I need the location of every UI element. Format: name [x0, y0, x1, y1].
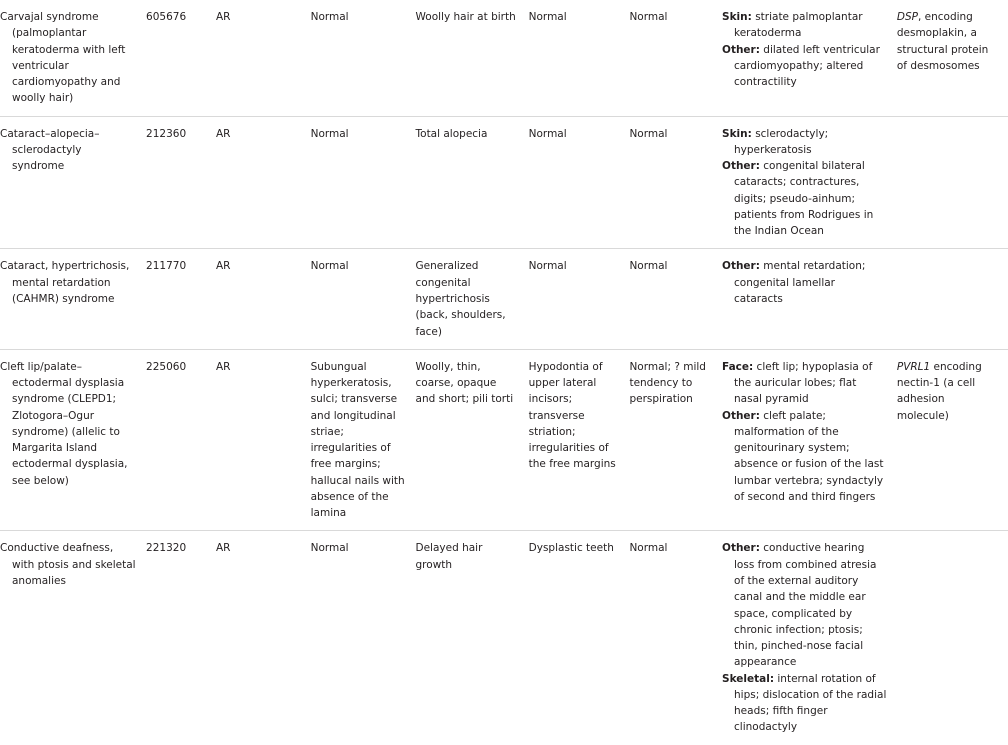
gene-description: , encoding desmoplakin, a structural protein of desmosomes — [896, 11, 989, 72]
other-feature-text: cleft lip; hypoplasia of the auricular lobes; flat nasal pyramid — [734, 360, 873, 406]
cell-other-features — [722, 531, 897, 745]
cell-teeth: Dysplastic teeth — [528, 542, 614, 555]
table-row — [0, 249, 1008, 349]
cell-nails: Subungual hyperkeratosis, sulci; transverse and longitudinal striae; irregularities of free margins; hallucal nails with absence of the lamina — [310, 360, 405, 520]
cell-teeth: Normal — [528, 127, 567, 140]
other-feature-label: Other: — [722, 409, 760, 422]
table-row — [0, 0, 1008, 116]
other-feature-text: mental retardation; congenital lamellar cataracts — [734, 260, 866, 305]
syndrome-name-text: Conductive deafness, with ptosis and skeletal anomalies — [0, 542, 136, 587]
cell-inheritance: AR — [215, 542, 231, 555]
other-feature-text: internal rotation of hips; dislocation of the radial heads; fifth finger clinodactyly — [734, 672, 887, 734]
other-feature-text: sclerodactyly; hyperkeratosis — [734, 127, 829, 156]
other-feature-text: conductive hearing loss from combined atresia of the external auditory canal and the middle ear space, complicated by chronic infection; ptosis; thin, pinched-nose facial appearance — [734, 542, 877, 669]
syndrome-name-text: Carvajal syndrome (palmoplantar keratoderma with left ventricular cardiomyopathy and woolly hair) — [0, 11, 126, 105]
cell-syndrome-name — [0, 116, 146, 249]
cell-gene — [897, 531, 1008, 745]
cell-sweating: Normal; ? mild tendency to perspiration — [629, 360, 706, 406]
cell-hair: Delayed hair growth — [415, 542, 483, 571]
other-feature-entry — [722, 258, 887, 307]
cell-mim-number: 605676 — [146, 11, 187, 23]
cell-syndrome-name — [0, 0, 146, 116]
cell-nails: Normal — [310, 542, 349, 555]
gene-description: encoding nectin-1 (a cell adhesion molecule) — [896, 360, 982, 422]
other-feature-entry — [722, 408, 887, 506]
cell-other-features — [722, 0, 897, 116]
other-feature-text: striate palmoplantar keratoderma — [734, 11, 863, 40]
table-row — [0, 531, 1008, 745]
other-feature-entry — [722, 9, 887, 42]
other-feature-label: Skin: — [722, 127, 752, 140]
cell-sweating: Normal — [629, 260, 668, 273]
cell-sweating: Normal — [629, 542, 668, 555]
cell-hair: Woolly hair at birth — [415, 11, 516, 23]
cell-syndrome-name — [0, 249, 146, 349]
cell-gene — [897, 0, 1008, 116]
other-feature-label: Other: — [722, 542, 760, 555]
other-feature-label: Other: — [722, 260, 760, 273]
cell-mim-number: 211770 — [146, 260, 187, 273]
cell-hair: Generalized congenital hypertrichosis (back, shoulders, face) — [415, 260, 506, 338]
cell-teeth: Hypodontia of upper lateral incisors; transverse striation; irregularities of the free margins — [528, 360, 616, 471]
cell-other-features — [722, 249, 897, 349]
other-feature-entry — [722, 42, 887, 91]
gene-symbol: PVRL1 — [896, 360, 931, 373]
cell-hair: Woolly, thin, coarse, opaque and short; pili torti — [415, 360, 514, 406]
cell-gene — [897, 116, 1008, 249]
cell-nails: Normal — [310, 260, 349, 273]
cell-inheritance: AR — [215, 260, 231, 273]
cell-other-features — [722, 349, 897, 531]
cell-nails: Normal — [310, 127, 349, 140]
cell-nails: Normal — [310, 11, 349, 23]
syndrome-name-text: Cleft lip/palate–ectodermal dysplasia syndrome (CLEPD1; Zlotogora–Ogur syndrome) (allelic to Margarita Island ectodermal dysplasia, see below) — [0, 360, 128, 487]
other-feature-entry — [722, 158, 887, 239]
cell-mim-number: 212360 — [146, 127, 187, 140]
cell-hair: Total alopecia — [415, 127, 488, 140]
cell-syndrome-name — [0, 349, 146, 531]
cell-teeth: Normal — [528, 11, 567, 23]
other-feature-label: Skeletal: — [722, 672, 775, 685]
table-row — [0, 349, 1008, 531]
cell-gene — [897, 349, 1008, 531]
other-feature-text: congenital bilateral cataracts; contractures, digits; pseudo-ainhum; patients from Rodrigues in the Indian Ocean — [734, 160, 874, 238]
cell-teeth: Normal — [528, 260, 567, 273]
cell-sweating: Normal — [629, 127, 668, 140]
cell-mim-number: 221320 — [146, 542, 187, 555]
cell-inheritance: AR — [215, 360, 231, 373]
cell-syndrome-name — [0, 531, 146, 745]
syndrome-name-text: Cataract, hypertrichosis, mental retardation (CAHMR) syndrome — [0, 260, 130, 305]
other-feature-text: dilated left ventricular cardiomyopathy; altered contractility — [734, 43, 880, 89]
other-feature-entry — [722, 126, 887, 159]
other-feature-label: Face: — [722, 360, 754, 373]
cell-inheritance: AR — [215, 11, 231, 23]
cell-mim-number: 225060 — [146, 360, 187, 373]
syndrome-name-text: Cataract–alopecia–sclerodactyly syndrome — [0, 127, 100, 173]
other-feature-label: Other: — [722, 43, 760, 56]
gene-symbol: DSP — [896, 11, 918, 23]
other-feature-entry — [722, 671, 887, 736]
table-row — [0, 116, 1008, 249]
cell-other-features — [722, 116, 897, 249]
other-feature-label: Skin: — [722, 11, 752, 23]
cell-gene — [897, 249, 1008, 349]
other-feature-entry — [722, 359, 887, 408]
cell-sweating: Normal — [629, 11, 668, 23]
other-feature-text: cleft palate; malformation of the genitourinary system; absence or fusion of the last lumbar vertebra; syndactyly of second and third fingers — [734, 409, 884, 503]
other-feature-entry — [722, 540, 887, 670]
cell-inheritance: AR — [215, 127, 231, 140]
other-feature-label: Other: — [722, 160, 760, 173]
